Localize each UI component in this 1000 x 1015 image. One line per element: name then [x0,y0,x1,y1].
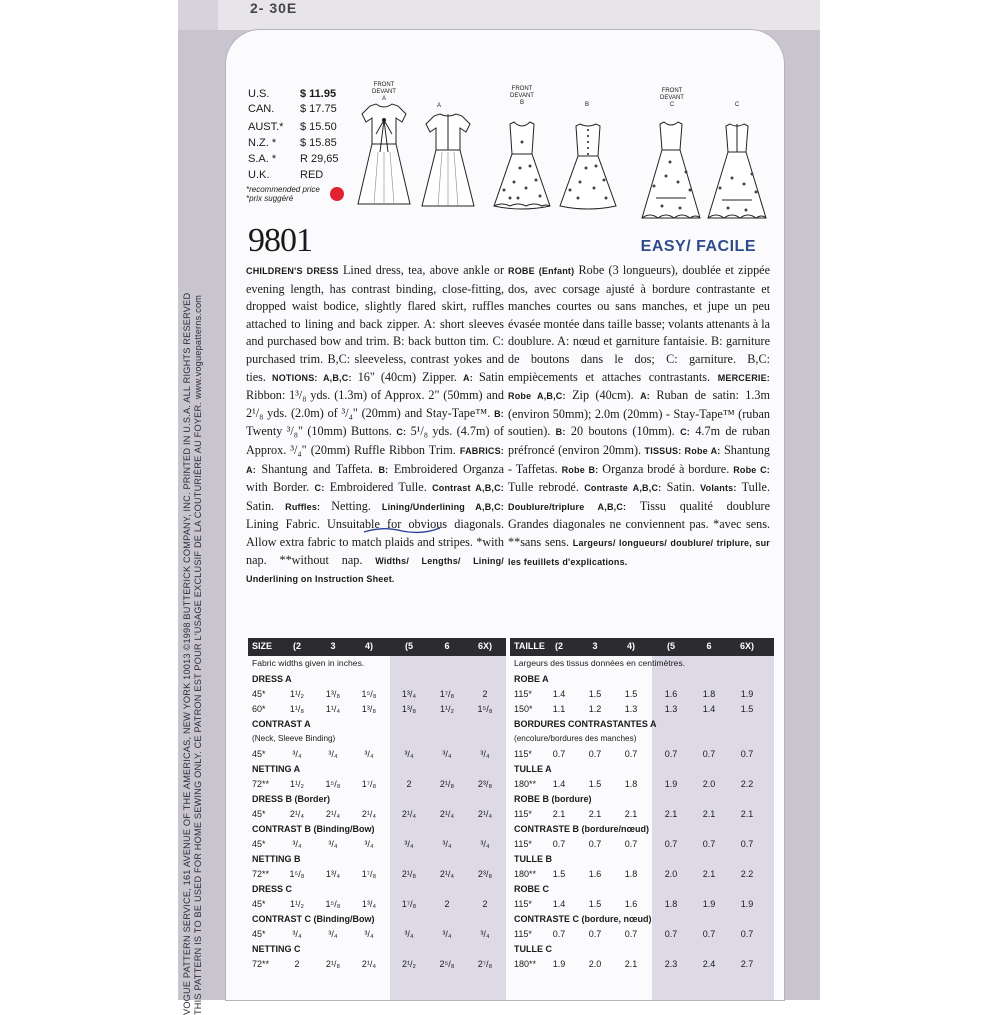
table-row [248,702,506,717]
yardage-cell: 0.7 [740,749,754,759]
yardage-cell: 1.6 [588,869,602,879]
dress-a-front-illustration [354,96,414,208]
yardage-cell: 2.0 [702,779,716,789]
table-section-subheading [510,732,774,747]
fabric-width-cell: 45* [252,749,266,759]
section-name: DRESS B (Border) [252,794,331,804]
fabric-width-cell: 72** [252,959,270,969]
yardage-cell: 2 [482,899,488,909]
fabric-width-cell: 115* [514,749,532,759]
section-name: NETTING A [252,764,301,774]
yardage-cell: 2.1 [624,809,638,819]
fabric-width-cell: 45* [252,809,266,819]
yardage-cell: ³/₄ [328,929,338,939]
table-row [510,837,774,852]
price-value: R 29,65 [300,153,339,165]
yardage-cell: 0.7 [588,749,602,759]
yardage-cell: 2.4 [702,959,716,969]
yardage-cell: 2¹/₈ [325,959,341,969]
pen-mark [362,524,442,536]
red-dot-icon [330,187,344,201]
yardage-cell: 1.4 [552,779,566,789]
yardage-cell: 1¹/₈ [289,704,305,714]
side-text-line: VOGUE PATTERN SERVICE, 161 AVENUE OF THE AMERICAS, NEW YORK 10013 ©1998 BUTTERICK COMPANY, INC. PRINTED IN U.S.A. ALL RIGHTS RESERVED [182,292,192,1015]
yardage-cell: 0.7 [588,929,602,939]
yardage-cell: 1³/₈ [401,704,417,714]
fabric-width-cell: 45* [252,899,266,909]
table-section-heading [510,882,774,897]
yardage-cell: 2¹/₄ [439,869,455,879]
fabric-width-cell: 115* [514,899,532,909]
yardage-cell: 1.9 [664,779,678,789]
pattern-back-card [226,30,784,1000]
yardage-cell: 1.1 [552,704,566,714]
yardage-cell: 0.7 [702,749,716,759]
section-name: DRESS C [252,884,293,894]
table-header-cell: 3 [592,641,598,651]
yardage-cell: 1⁷/₈ [361,779,377,789]
section-name: CONTRAST B (Binding/Bow) [252,824,375,834]
yardage-cell: 1³/₄ [361,899,377,909]
yardage-cell: 2.3 [664,959,678,969]
country-label: U.K. [248,169,270,181]
yardage-cell: 1⁷/₈ [401,899,417,909]
yardage-cell: 0.7 [624,929,638,939]
yardage-cell: 2¹/₄ [439,809,455,819]
side-strip [178,30,220,1015]
yardage-cell: 2 [482,689,488,699]
yardage-cell: 2.1 [664,809,678,819]
table-header-cell: 6 [706,641,712,651]
yardage-cell: 0.7 [664,749,678,759]
price-value: RED [300,169,324,181]
yardage-cell: 2⁷/₈ [477,959,493,969]
yardage-cell: 1⁷/₈ [361,869,377,879]
section-name: ROBE C [514,884,550,894]
yardage-cell: ³/₄ [480,749,490,759]
dress-c-back-illustration [702,120,772,226]
fabric-width-cell: 45* [252,689,266,699]
yardage-cell: 0.7 [552,749,566,759]
section-name: NETTING C [252,944,301,954]
table-header [248,638,506,656]
yardage-table-english [248,638,506,1000]
section-name: ROBE B (bordure) [514,794,592,804]
yardage-cell: ³/₄ [480,929,490,939]
yardage-cell: 1.5 [624,689,638,699]
fabric-width-cell: 72** [252,779,270,789]
table-row [248,747,506,762]
table-row [248,777,506,792]
table-header-cell: 4) [364,641,373,651]
yardage-cell: 1.8 [664,899,678,909]
country-label: U.S. [248,88,270,100]
yardage-cell: 1³/₈ [325,689,341,699]
price-value: $ 11.95 [300,88,337,100]
table-header-cell: SIZE [252,641,273,651]
table-row [510,777,774,792]
yardage-cell: 1⁵/₈ [325,779,341,789]
yardage-cell: ³/₄ [442,749,452,759]
fabric-width-cell: 115* [514,809,532,819]
table-row [510,927,774,942]
yardage-cell: ³/₄ [404,929,414,939]
table-header-cell: TAILLE [514,641,545,651]
yardage-cell: 1.6 [624,899,638,909]
view-label: A [436,103,441,109]
yardage-cell: 2¹/₄ [325,809,341,819]
yardage-cell: 2.1 [624,959,638,969]
yardage-cell: 0.7 [664,929,678,939]
yardage-cell: 2¹/₈ [439,779,455,789]
yardage-cell: 2¹/₄ [477,809,493,819]
yardage-cell: 2.0 [664,869,678,879]
yardage-cell: 1.9 [702,899,716,909]
yardage-cell: 1⁵/₈ [289,869,305,879]
table-row [510,702,774,717]
section-name: TULLE B [514,854,552,864]
yardage-cell: 2¹/₄ [289,809,305,819]
fabric-width-cell: 180** [514,779,537,789]
yardage-table-french [510,638,774,1000]
yardage-cell: 0.7 [740,929,754,939]
section-name: ROBE A [514,674,549,684]
recommended-en: *recommended price [246,185,320,194]
section-name: TULLE A [514,764,552,774]
table-header-cell: (2 [554,641,563,651]
yardage-cell: 2.2 [740,779,754,789]
country-label: AUST.* [248,121,284,133]
yardage-cell: ³/₄ [292,839,302,849]
table-body [248,672,506,972]
dress-a-back-illustration [418,110,478,210]
view-label: C [734,102,740,108]
table-section-heading [248,882,506,897]
yardage-cell: 1.8 [624,869,638,879]
yardage-cell: 0.7 [552,929,566,939]
section-subtitle: (encolure/bordures des manches) [514,734,637,743]
country-label: N.Z. * [248,137,277,149]
side-legal-text [182,135,203,1015]
yardage-cell: 1.8 [702,689,716,699]
table-row [248,867,506,882]
yardage-cell: 1.9 [552,959,566,969]
table-section-heading [510,822,774,837]
table-row [510,957,774,972]
fabric-width-cell: 115* [514,839,532,849]
yardage-cell: 2³/₈ [477,869,493,879]
yardage-cell: 2⁵/₈ [439,959,455,969]
yardage-cell: 1.9 [740,689,754,699]
yardage-cell: 1⁵/₈ [477,704,493,714]
table-row [248,897,506,912]
yardage-cell: 1⁵/₈ [361,689,377,699]
difficulty-label: EASY/ FACILE [640,238,756,255]
yardage-cell: 1¹/₄ [325,704,341,714]
table-header [510,638,774,656]
recommended-price-note [246,185,320,203]
table-header-cell: (5 [404,641,413,651]
table-section-heading [248,912,506,927]
dress-b-front-illustration [490,118,554,214]
view-label: B [584,102,589,108]
yardage-cell: 1.5 [588,689,602,699]
yardage-cell: 2.1 [552,809,566,819]
section-name: NETTING B [252,854,301,864]
table-header-cell: (2 [292,641,301,651]
table-section-heading [510,942,774,957]
yardage-cell: 1³/₄ [325,869,341,879]
fabric-width-cell: 115* [514,689,532,699]
table-note: Largeurs des tissus données en centimètres. [514,658,686,668]
table-section-heading [510,912,774,927]
yardage-cell: 1.4 [552,689,566,699]
yardage-cell: 2 [444,899,450,909]
section-name: DRESS A [252,674,292,684]
table-section-heading [248,762,506,777]
fabric-width-cell: 72** [252,869,270,879]
price-value: $ 17.75 [300,103,337,115]
table-section-heading [248,792,506,807]
yardage-cell: ³/₄ [364,929,374,939]
table-header-cell: 6X) [477,641,492,651]
yardage-cell: 1.5 [552,869,566,879]
country-label: CAN. [248,103,275,115]
table-section-heading [510,852,774,867]
yardage-cell: 0.7 [552,839,566,849]
yardage-cell: 2.1 [702,869,716,879]
yardage-cell: 0.7 [624,839,638,849]
envelope-flap-edge [178,0,218,30]
yardage-cell: 2³/₈ [477,779,493,789]
envelope-top-flap [178,0,820,30]
yardage-cell: 2.7 [740,959,754,969]
fabric-width-cell: 180** [514,959,537,969]
section-name: CONTRAST C (Binding/Bow) [252,914,375,924]
fabric-width-cell: 180** [514,869,537,879]
yardage-cell: 1.9 [740,899,754,909]
yardage-cell: 1.2 [588,704,602,714]
price-value: $ 15.85 [300,137,337,149]
table-header-cell: 6X) [739,641,754,651]
yardage-cell: 0.7 [702,839,716,849]
table-row [248,927,506,942]
table-section-heading [510,717,774,732]
table-header-cell: (5 [666,641,675,651]
yardage-cell: 0.7 [740,839,754,849]
yardage-cell: 2 [406,779,412,789]
yardage-cell: ³/₄ [292,749,302,759]
yardage-cell: 1.4 [702,704,716,714]
yardage-cell: 1¹/₂ [290,689,304,699]
pattern-number: 9801 [248,222,312,259]
table-section-heading [248,717,506,732]
top-code: 2- 30E [250,0,298,16]
yardage-cell: ³/₄ [292,929,302,939]
fabric-width-cell: 150* [514,704,533,714]
yardage-cell: ³/₄ [364,839,374,849]
yardage-cell: 1¹/₂ [290,779,304,789]
yardage-cell: 1.6 [664,689,678,699]
yardage-cell: 1³/₈ [361,704,377,714]
yardage-cell: 2.1 [740,809,754,819]
section-name: CONTRASTE C (bordure, nœud) [514,914,652,924]
view-label: FRONT DEVANT A [372,82,396,102]
table-row [510,897,774,912]
yardage-cell: ³/₄ [480,839,490,849]
yardage-cell: 1.3 [624,704,638,714]
yardage-cell: 2¹/₄ [401,809,417,819]
fabric-width-cell: 115* [514,929,532,939]
yardage-cell: ³/₄ [404,839,414,849]
yardage-cell: ³/₄ [364,749,374,759]
table-section-heading [248,672,506,687]
table-section-heading [248,852,506,867]
table-section-heading [248,822,506,837]
side-text-line: THIS PATTERN IS TO BE USED FOR HOME SEWING ONLY. CE PATRON EST POUR L'USAGE EXCLUSIF DE LA COUTURIÈRE AU FOYER. www.voguepatterns.com [192,294,203,1015]
recommended-fr: *prix suggéré [246,194,294,203]
yardage-cell: 1.8 [624,779,638,789]
yardage-cell: 0.7 [588,839,602,849]
yardage-cell: 1¹/₂ [440,704,454,714]
table-header-cell: 3 [330,641,336,651]
yardage-cell: ³/₄ [328,839,338,849]
yardage-cell: ³/₄ [404,749,414,759]
yardage-cell: 2.0 [588,959,602,969]
section-name: BORDURES CONTRASTANTES A [514,719,657,729]
table-note: Fabric widths given in inches. [252,658,365,668]
view-label: FRONT DEVANT B [510,86,534,106]
table-section-heading [510,792,774,807]
yardage-cell: 2 [294,959,300,969]
table-row [248,687,506,702]
english-description: CHILDREN'S DRESS Lined dress, tea, above ankle or evening length, has contrast binding, close-fitting, dropped waist bodice, slightly flared skirt, ruffles attached to lining and back zipper. A: short sleeves and purchased bow and trim. B: back button tim. C: purchased trim. B,C: sleeveless, contrast yokes and ties. NOTIONS: A,B,C: 16" (40cm) Zipper. A: Satin Ribbon: 1³/₈ yds. (1.3m) of Approx. 2" (50mm) and 2¹/₈ yds. (2.0m) of ³/₄" (20mm) and Stay-Tape™. B: Twenty ³/₈" (10mm) Buttons. C: 5¹/₈ yds. (4.7m) of Approx. ³/₄" (20mm) Ruffle Ribbon Trim. FABRICS: A: Shantung and Taffeta. B: Embroidered Organza with Border. C: Embroidered Tulle. Contrast A,B,C: Satin. Ruffles: Netting. Lining/Underlining A,B,C: Lining Fabric. Unsuitable for obvious diagonals. Allow extra fabric to match plaids and stripes. *with nap. **without nap. Widths/ Lengths/ Lining/ Underlining on Instruction Sheet. [246,263,505,585]
section-name: CONTRASTE B (bordure/nœud) [514,824,649,834]
dress-c-front-illustration [636,116,706,226]
yardage-cell: 0.7 [624,749,638,759]
table-header-cell: 6 [444,641,450,651]
table-body [510,672,774,972]
yardage-cell: 1.5 [588,779,602,789]
fabric-width-cell: 60* [252,704,266,714]
yardage-cell: 1⁵/₈ [325,899,341,909]
french-description: ROBE (Enfant) Robe (3 longueurs), doublée et zippée dos, avec corsage ajusté à bordure contrastante et manches courtes ou sans manches, et jupe un peu évasée montée dans taille basse; volants attenants à la doublure. A: nœud et garniture fantaisie. B: garniture de boutons dans le dos; C: garniture. B,C: empiècements et attaches contrastants. MERCERIE: Robe A,B,C: Zip (40cm). A: Ruban de satin: 1.3m (environ 50mm); 2.0m (20mm) - Stay-Tape™ (ruban soutien). B: 20 boutons (10mm). C: 4.7m de ruban préfroncé (environ 20mm). TISSUS: Robe A: Shantung - Taffetas. Robe B: Organza brodé à bordure. Robe C: Tulle rebrodé. Contraste A,B,C: Satin. Volants: Tulle. Doublure/triplure A,B,C: Tissu qualité doublure Grandes diagonales ne conviennent pas. *avec sens. **sans sens. Largeurs/ longueurs/ doublure/ triplure, sur les feuillets d'explications. [508,263,771,567]
table-row [248,957,506,972]
fabric-width-cell: 45* [252,929,266,939]
yardage-cell: ³/₄ [442,929,452,939]
yardage-cell: 2.2 [740,869,754,879]
table-header-cell: 4) [626,641,635,651]
yardage-cell: 1.4 [552,899,566,909]
table-row [248,807,506,822]
yardage-cell: 0.7 [702,929,716,939]
section-name: CONTRAST A [252,719,311,729]
yardage-cell: 2.1 [588,809,602,819]
yardage-cell: 2¹/₄ [361,959,377,969]
table-section-heading [248,942,506,957]
price-value: $ 15.50 [300,121,337,133]
yardage-cell: 2¹/₄ [361,809,377,819]
table-row [510,687,774,702]
yardage-cell: 1.5 [588,899,602,909]
view-label: FRONT DEVANT C [660,88,684,108]
yardage-cell: 1³/₄ [401,689,417,699]
yardage-cell: 1.5 [740,704,754,714]
table-row [510,807,774,822]
yardage-cell: 1.3 [664,704,678,714]
country-label: S.A. * [248,153,277,165]
table-section-heading [510,762,774,777]
yardage-cell: 0.7 [664,839,678,849]
yardage-cell: ³/₄ [328,749,338,759]
table-section-heading [510,672,774,687]
yardage-cell: ³/₄ [442,839,452,849]
table-row [510,747,774,762]
yardage-cell: 1¹/₂ [290,899,304,909]
table-row [510,867,774,882]
dress-b-back-illustration [556,120,620,214]
section-subtitle: (Neck, Sleeve Binding) [252,734,336,743]
fabric-width-cell: 45* [252,839,266,849]
section-name: TULLE C [514,944,552,954]
yardage-cell: 2¹/₈ [401,869,417,879]
yardage-cell: 2¹/₂ [402,959,416,969]
table-row [248,837,506,852]
yardage-cell: 1⁷/₈ [439,689,455,699]
yardage-cell: 2.1 [702,809,716,819]
table-section-subheading [248,732,506,747]
